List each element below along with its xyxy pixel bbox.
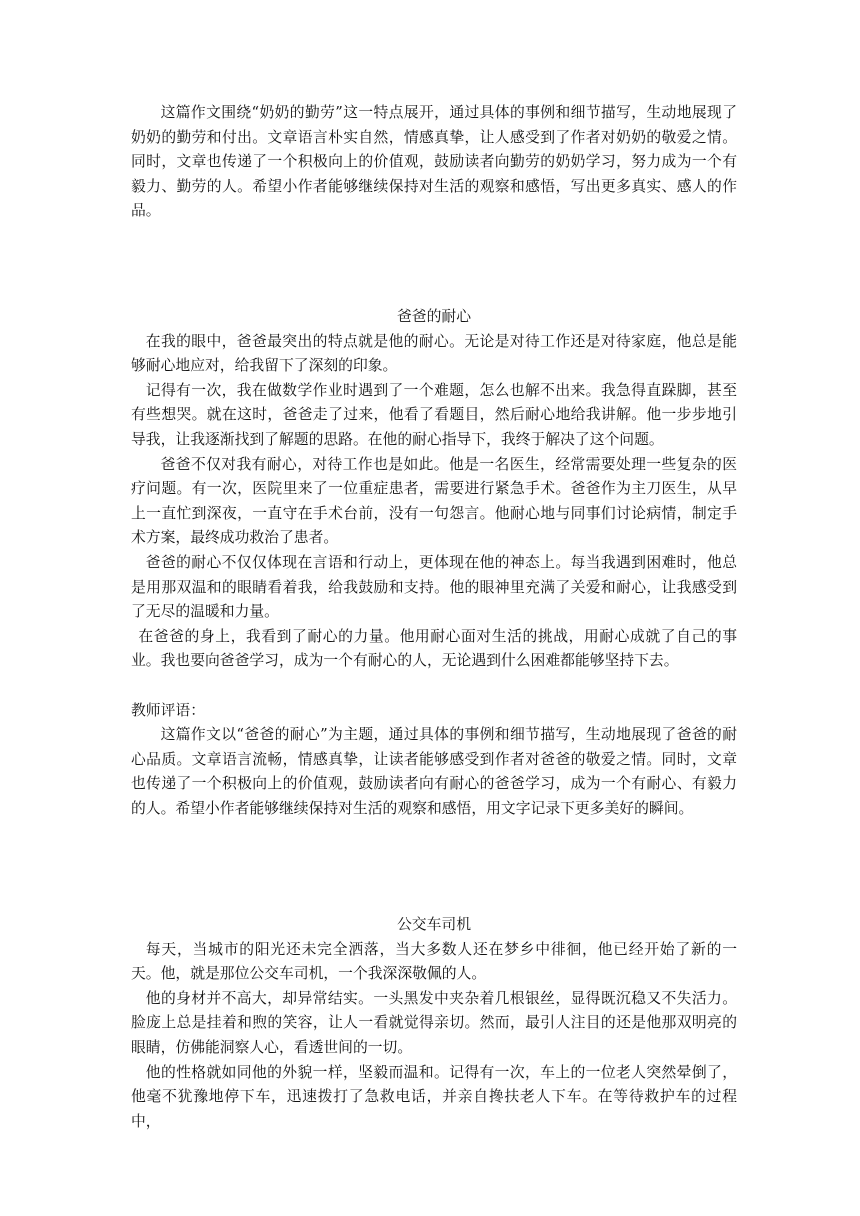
spacer — [131, 674, 737, 699]
dad-patience-essay — [131, 305, 737, 821]
essay-paragraph: 每天，当城市的阳光还未完全洒落，当大多数人还在梦乡中徘徊，他已经开始了新的一天。他，就是那位公交车司机，一个我深深敬佩的人。 — [131, 940, 737, 983]
essay-paragraph: 在我的眼中，爸爸最突出的特点就是他的耐心。无论是对待工作还是对待家庭，他总是能够耐心地应对，给我留下了深刻的印象。 — [131, 332, 737, 375]
grandma-comment-paragraph: 这篇作文围绕“奶奶的勤劳”这一特点展开，通过具体的事例和细节描写，生动地展现了奶奶的勤劳和付出。文章语言朴实自然，情感真挚，让人感受到了作者对奶奶的敬爱之情。同时，文章也传递了一个积极向上的价值观，鼓励读者向勤劳的奶奶学习，努力成为一个有毅力、勤劳的人。希望小作者能够继续保持对生活的观察和感悟，写出更多真实、感人的作品。 — [131, 104, 737, 220]
essay-title: 公交车司机 — [397, 916, 471, 933]
essay-paragraph: 记得有一次，我在做数学作业时遇到了一个难题，怎么也解不出来。我急得直跺脚，甚至有些想哭。就在这时，爸爸走了过来，他看了看题目，然后耐心地给我讲解。他一步步地引导我，让我逐渐找到了解题的思路。在他的耐心指导下，我终于解决了这个问题。 — [131, 381, 737, 448]
grandma-comment-section — [131, 101, 737, 224]
essay-paragraph: 他的身材并不高大，却异常结实。一头黑发中夹杂着几根银丝，显得既沉稳又不失活力。脸庞上总是挂着和煦的笑容，让人一看就觉得亲切。然而，最引人注目的还是他那双明亮的眼睛，仿佛能洞察人心，看透世间的一切。 — [131, 989, 737, 1056]
teacher-comment-label: 教师评语： — [131, 701, 205, 719]
teacher-comment-paragraph: 这篇作文以“爸爸的耐心”为主题，通过具体的事例和细节描写，生动地展现了爸爸的耐心品质。文章语言流畅，情感真挚，让读者能够感受到作者对爸爸的敬爱之情。同时，文章也传递了一个积极向上的价值观，鼓励读者向有耐心的爸爸学习，成为一个有耐心、有毅力的人。希望小作者能够继续保持对生活的观察和感悟，用文字记录下更多美好的瞬间。 — [131, 726, 737, 817]
bus-driver-essay — [131, 913, 737, 1134]
essay-title: 爸爸的耐心 — [397, 308, 471, 325]
essay-paragraph: 爸爸的耐心不仅仅体现在言语和行动上，更体现在他的神态上。每当我遇到困难时，他总是用那双温和的眼睛看着我，给我鼓励和支持。他的眼神里充满了关爱和耐心，让我感受到了无尽的温暖和力量。 — [131, 553, 737, 621]
essay-paragraph: 在爸爸的身上，我看到了耐心的力量。他用耐心面对生活的挑战，用耐心成就了自己的事业。我也要向爸爸学习，成为一个有耐心的人，无论遇到什么困难都能够坚持下去。 — [131, 627, 737, 670]
essay-paragraph: 他的性格就如同他的外貌一样，坚毅而温和。记得有一次，车上的一位老人突然晕倒了，他毫不犹豫地停下车，迅速拨打了急救电话，并亲自搀扶老人下车。在等待救护车的过程中， — [131, 1063, 737, 1130]
essay-paragraph: 爸爸不仅对我有耐心，对待工作也是如此。他是一名医生，经常需要处理一些复杂的医疗问题。有一次，医院里来了一位重症患者，需要进行紧急手术。爸爸作为主刀医生，从早上一直忙到深夜，一直守在手术台前，没有一句怨言。他耐心地与同事们讨论病情，制定手术方案，最终成功救治了患者。 — [131, 455, 737, 547]
